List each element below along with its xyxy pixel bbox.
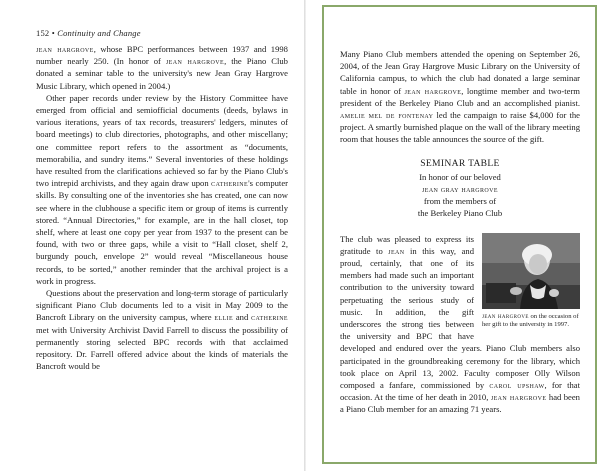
plaque-line: In honor of our beloved xyxy=(419,171,501,182)
plaque-name: jean gray hargrove xyxy=(422,184,498,195)
text-run: , longtime member and two-term president of the Berkeley Piano Club and an accomplished pianist. xyxy=(340,85,580,108)
plaque-line: from the members of xyxy=(423,196,497,207)
text-run: in this way, and proud, certainly, that one of its members had made such an important contribution to the university toward perpetuating the serious study of music. In addition, the gift underscores the strong ties between the university and BPC that have developed and endured over the years. Piano Club members also participated in the groundbreaking ceremony for the library, which took place on April 13, 2002. Faculty composer Olly Wilson composed a fanfare, commissioned by xyxy=(340,245,580,391)
small-caps-name: amelie mel de fontenay xyxy=(340,110,434,121)
small-caps-name: ellie xyxy=(214,312,234,323)
small-caps-name: jean hargrove xyxy=(404,85,462,96)
page-number: 152 xyxy=(36,28,50,38)
small-caps-name: jean hargrove xyxy=(36,44,94,54)
text-run: on the occasion of her gift to the university in 1997. xyxy=(482,312,579,328)
photo-wrap xyxy=(340,233,580,416)
plaque-inscription xyxy=(340,158,580,220)
paragraph xyxy=(36,92,288,287)
text-run: , for that occasion. At the time of her death in 2010, xyxy=(340,380,580,403)
text-run: had been a Piano Club member for an amazing 71 years. xyxy=(340,392,580,415)
small-caps-name: catherine xyxy=(251,312,288,323)
paragraph xyxy=(36,287,288,372)
running-title: Continuity and Change xyxy=(57,28,141,38)
running-head-separator: • xyxy=(51,28,55,38)
right-page xyxy=(306,0,610,471)
small-caps-name: jean xyxy=(388,245,405,256)
text-run: and xyxy=(233,312,252,323)
photo-caption xyxy=(482,313,580,329)
text-run: met with University Archivist David Farrell to discuss the possibility of permanently storing selected BPC records with that acclaimed repository. Dr. Farrell offered advice about the kinds of materials the Bancroft would be xyxy=(36,324,288,372)
text-run: Questions about the preservation and long-term storage of particularly significant Piano Club documents led to a visit in May 2009 to the Bancroft Library on the university campus, where xyxy=(36,288,288,323)
small-caps-name: jean hargrove xyxy=(165,56,225,67)
text-run: led the campaign to raise $4,000 for the project. A smartly burnished plaque on the wall of the library meeting room that houses the table announces the source of the gift. xyxy=(340,110,580,145)
small-caps-name: catherine xyxy=(211,178,249,189)
text-run: The club was pleased to express its gratitude to xyxy=(340,233,474,256)
text-run: Many Piano Club members attended the opening on September 26, 2004, of the Jean Gray Hargrove Music Library on the University of California campus, to which the club had donated a large seminar table in honor of xyxy=(340,49,580,96)
left-text-column xyxy=(36,43,288,372)
text-run: 's computer skills. By consulting one of the inventories she has created, one can now see where in the clubhouse a specific item or group of items is currently stored. “Annual Directories,” for example, are in the hall closet, top shelf, where at least one copy per year from 1937 to the present can be found, with two or three gaps, while a visit to “Hall closet, shelf 2, burgundy pouch, envelope 2” would reveal “Miscellaneous house records, to be sorted,” another reminder that the archival project is a work in progress. xyxy=(36,178,288,286)
paragraph xyxy=(36,43,288,92)
small-caps-name: jean hargrove xyxy=(490,392,547,403)
plaque-heading: SEMINAR TABLE xyxy=(420,157,500,169)
text-run: Other paper records under review by the History Committee have emerged from official and semiofficial documents (deeds, bylaws in various iterations, years of tax records, treasurers' ledgers, minutes of board meetings) to club directories, photographs, and other miscellany; one committee report refers to the assortment as “documents, memorabilia, and sundry items.” Several inventories of these holdings have resulted from the clarifications achieved so far by the Piano Club's two intrepid archivists, and they again draw upon xyxy=(36,92,288,189)
sidebar-text xyxy=(340,48,580,416)
text-run: , whose BPC performances between 1937 and 1998 number nearly 250. (In honor of xyxy=(36,44,288,67)
text-run: , the Piano Club donated a seminar table to the university's new Jean Gray Hargrove Music Library, which opened in 2004.) xyxy=(36,56,288,91)
portrait-photo xyxy=(482,233,580,309)
photo-figure xyxy=(482,233,580,329)
plaque-line: the Berkeley Piano Club xyxy=(417,208,503,219)
running-head xyxy=(36,28,141,38)
small-caps-name: jean hargrove xyxy=(482,312,529,320)
sidebar-intro xyxy=(340,48,580,146)
small-caps-name: carol upshaw xyxy=(489,380,545,391)
